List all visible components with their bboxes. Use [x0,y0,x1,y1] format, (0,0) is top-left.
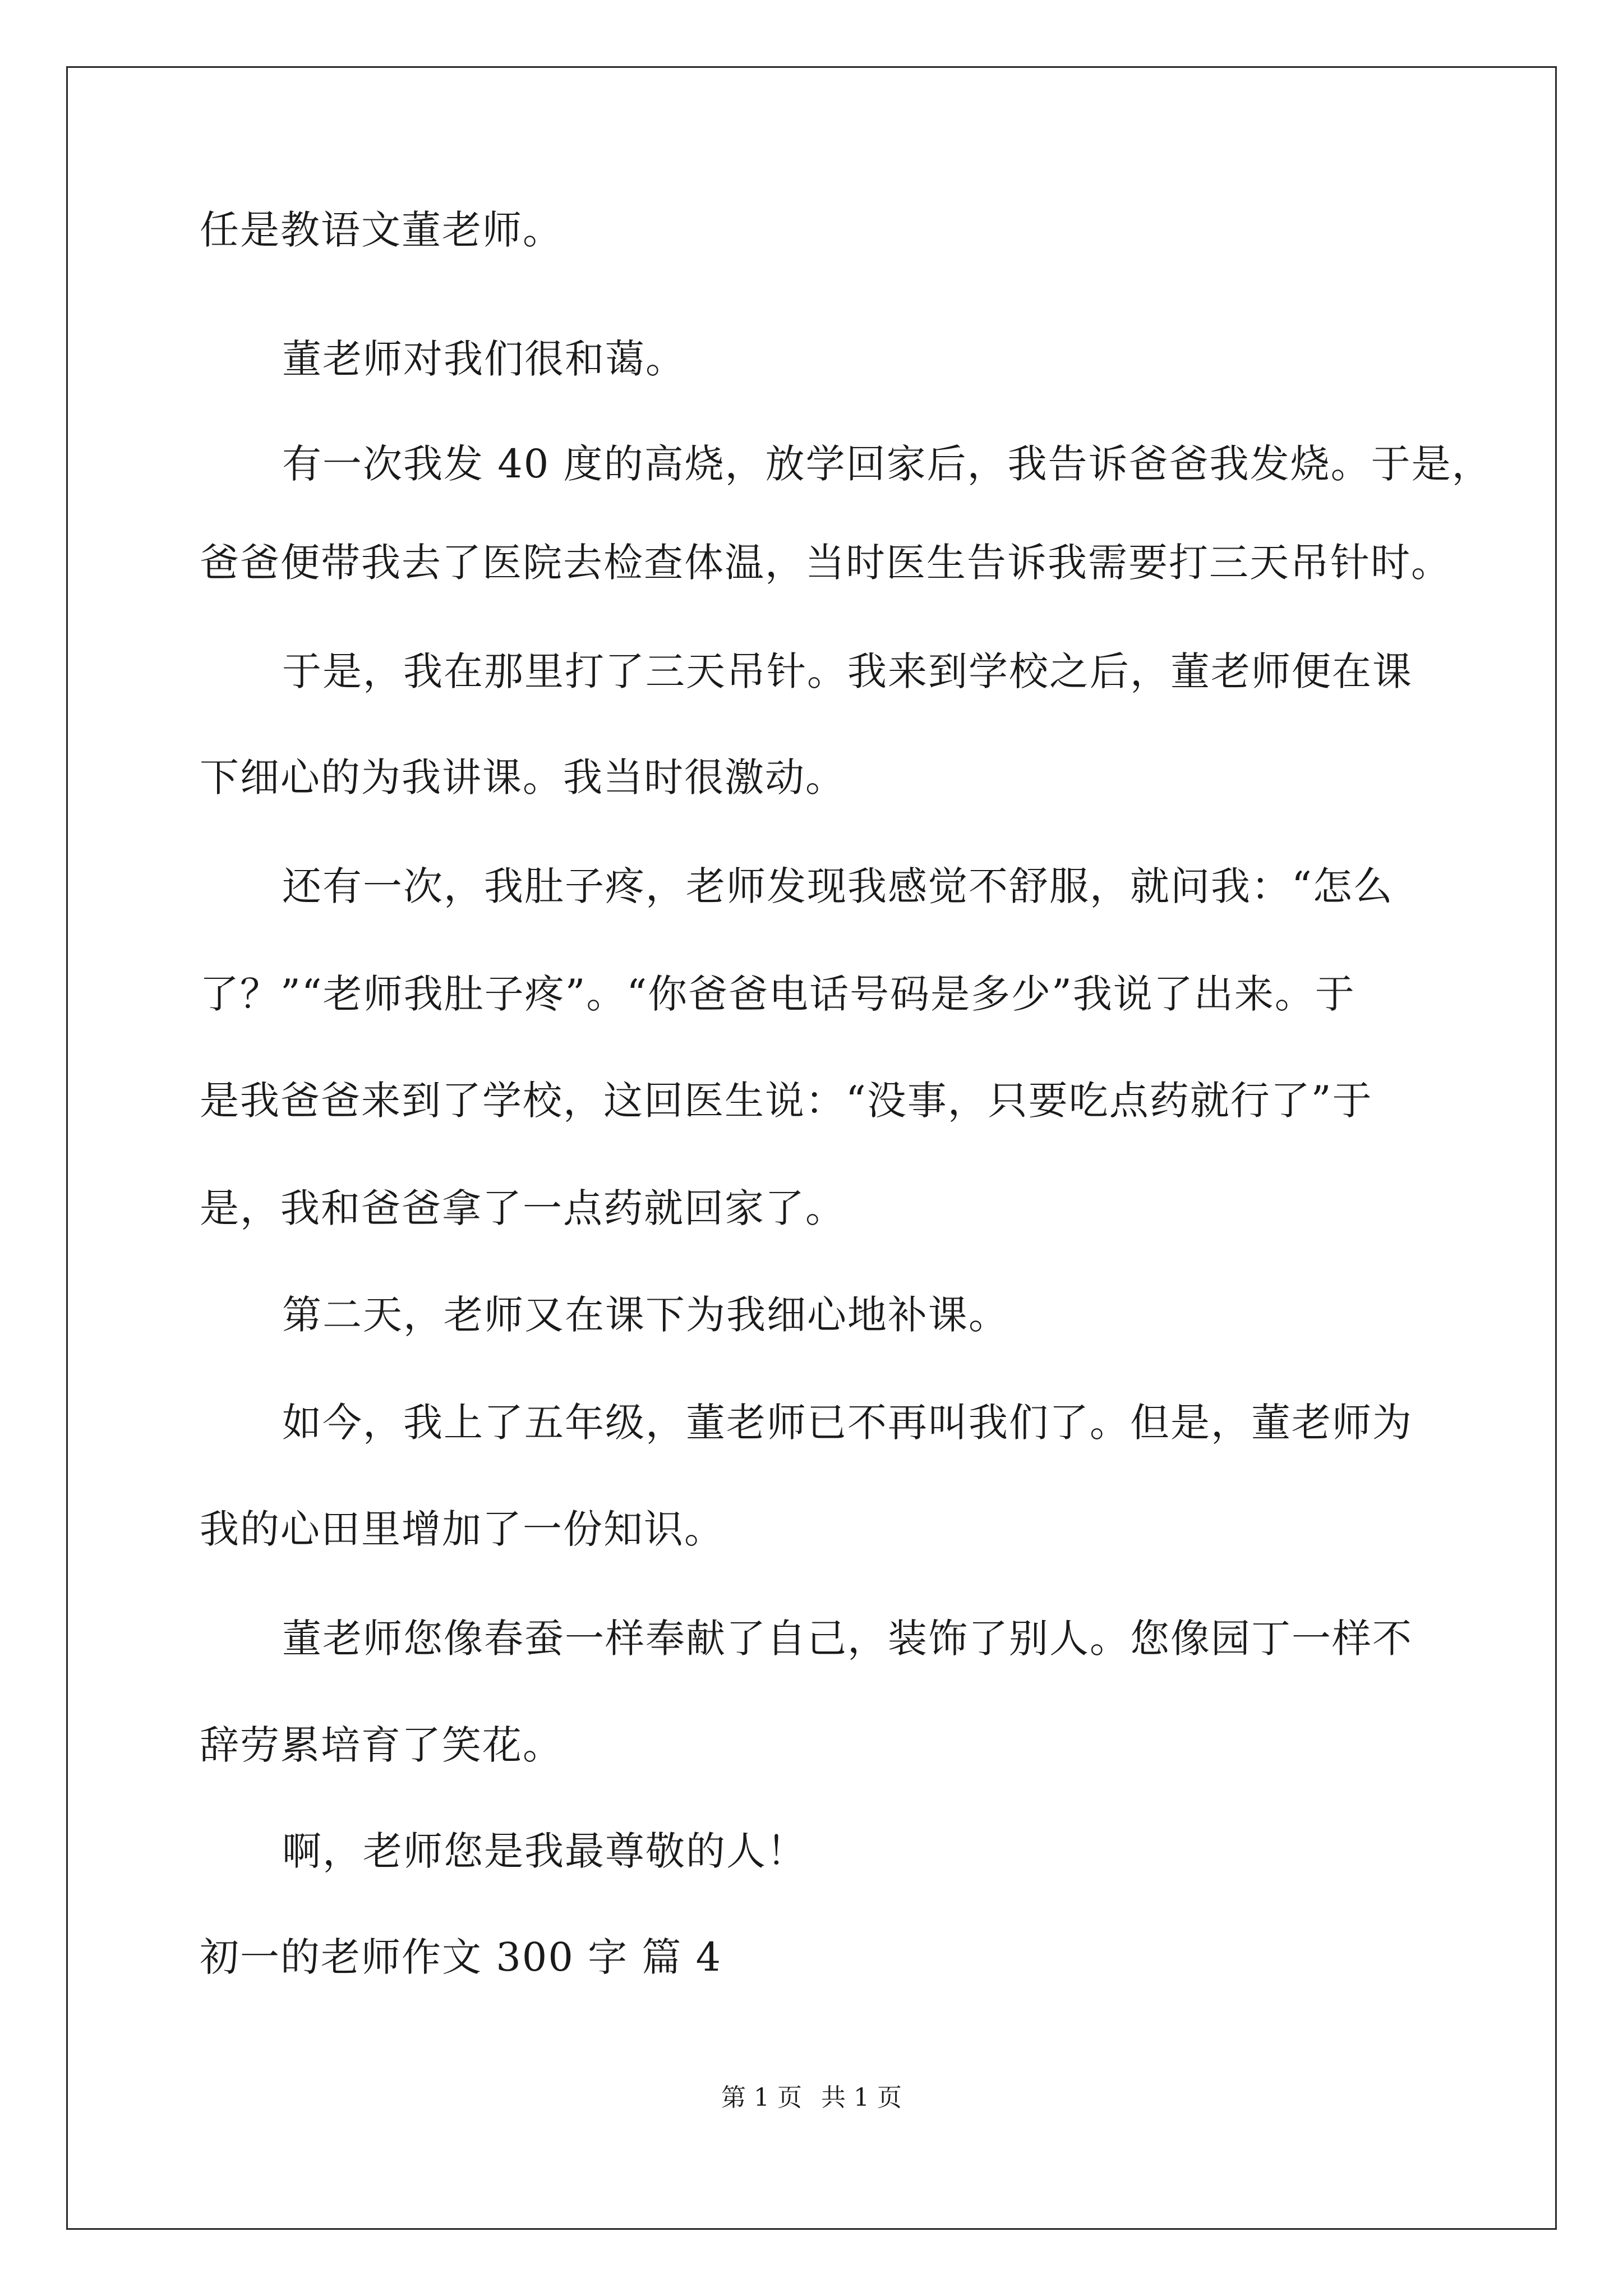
page-number: 第 1 页 [721,2083,802,2112]
page-border [66,66,1557,2230]
section-heading: 初一的老师作文 300 字 篇 4 [200,1934,722,1980]
text-line: 是，我和爸爸拿了一点药就回家了。 [200,1185,846,1231]
text-line: 任是教语文董老师。 [200,207,563,253]
paragraph-start: 还有一次，我肚子疼，老师发现我感觉不舒服，就问我：“怎么 [282,863,1394,909]
text-line: 是我爸爸来到了学校，这回医生说：“没事，只要吃点药就行了”于 [200,1078,1373,1124]
paragraph-start: 董老师您像春蚕一样奉献了自己，装饰了别人。您像园丁一样不 [282,1616,1413,1662]
page-footer [0,2082,1623,2114]
page-total: 共 1 页 [821,2083,902,2112]
text-line: 辞劳累培育了笑花。 [200,1722,563,1768]
paragraph-start: 啊，老师您是我最尊敬的人！ [282,1828,807,1874]
paragraph-start: 于是，我在那里打了三天吊针。我来到学校之后，董老师便在课 [282,648,1413,694]
paragraph-start: 如今，我上了五年级，董老师已不再叫我们了。但是，董老师为 [282,1400,1413,1446]
text-line: 了？”“老师我肚子疼”。“你爸爸电话号码是多少”我说了出来。于 [200,971,1355,1017]
text-line: 我的心田里增加了一份知识。 [200,1506,725,1552]
paragraph-start: 有一次我发 40 度的高烧，放学回家后，我告诉爸爸我发烧。于是， [282,441,1492,487]
text-line: 爸爸便带我去了医院去检查体温，当时医生告诉我需要打三天吊针时。 [200,540,1451,586]
paragraph-start: 第二天，老师又在课下为我细心地补课。 [282,1292,1009,1338]
paragraph-start: 董老师对我们很和蔼。 [282,336,686,382]
text-line: 下细心的为我讲课。我当时很激动。 [200,754,846,800]
